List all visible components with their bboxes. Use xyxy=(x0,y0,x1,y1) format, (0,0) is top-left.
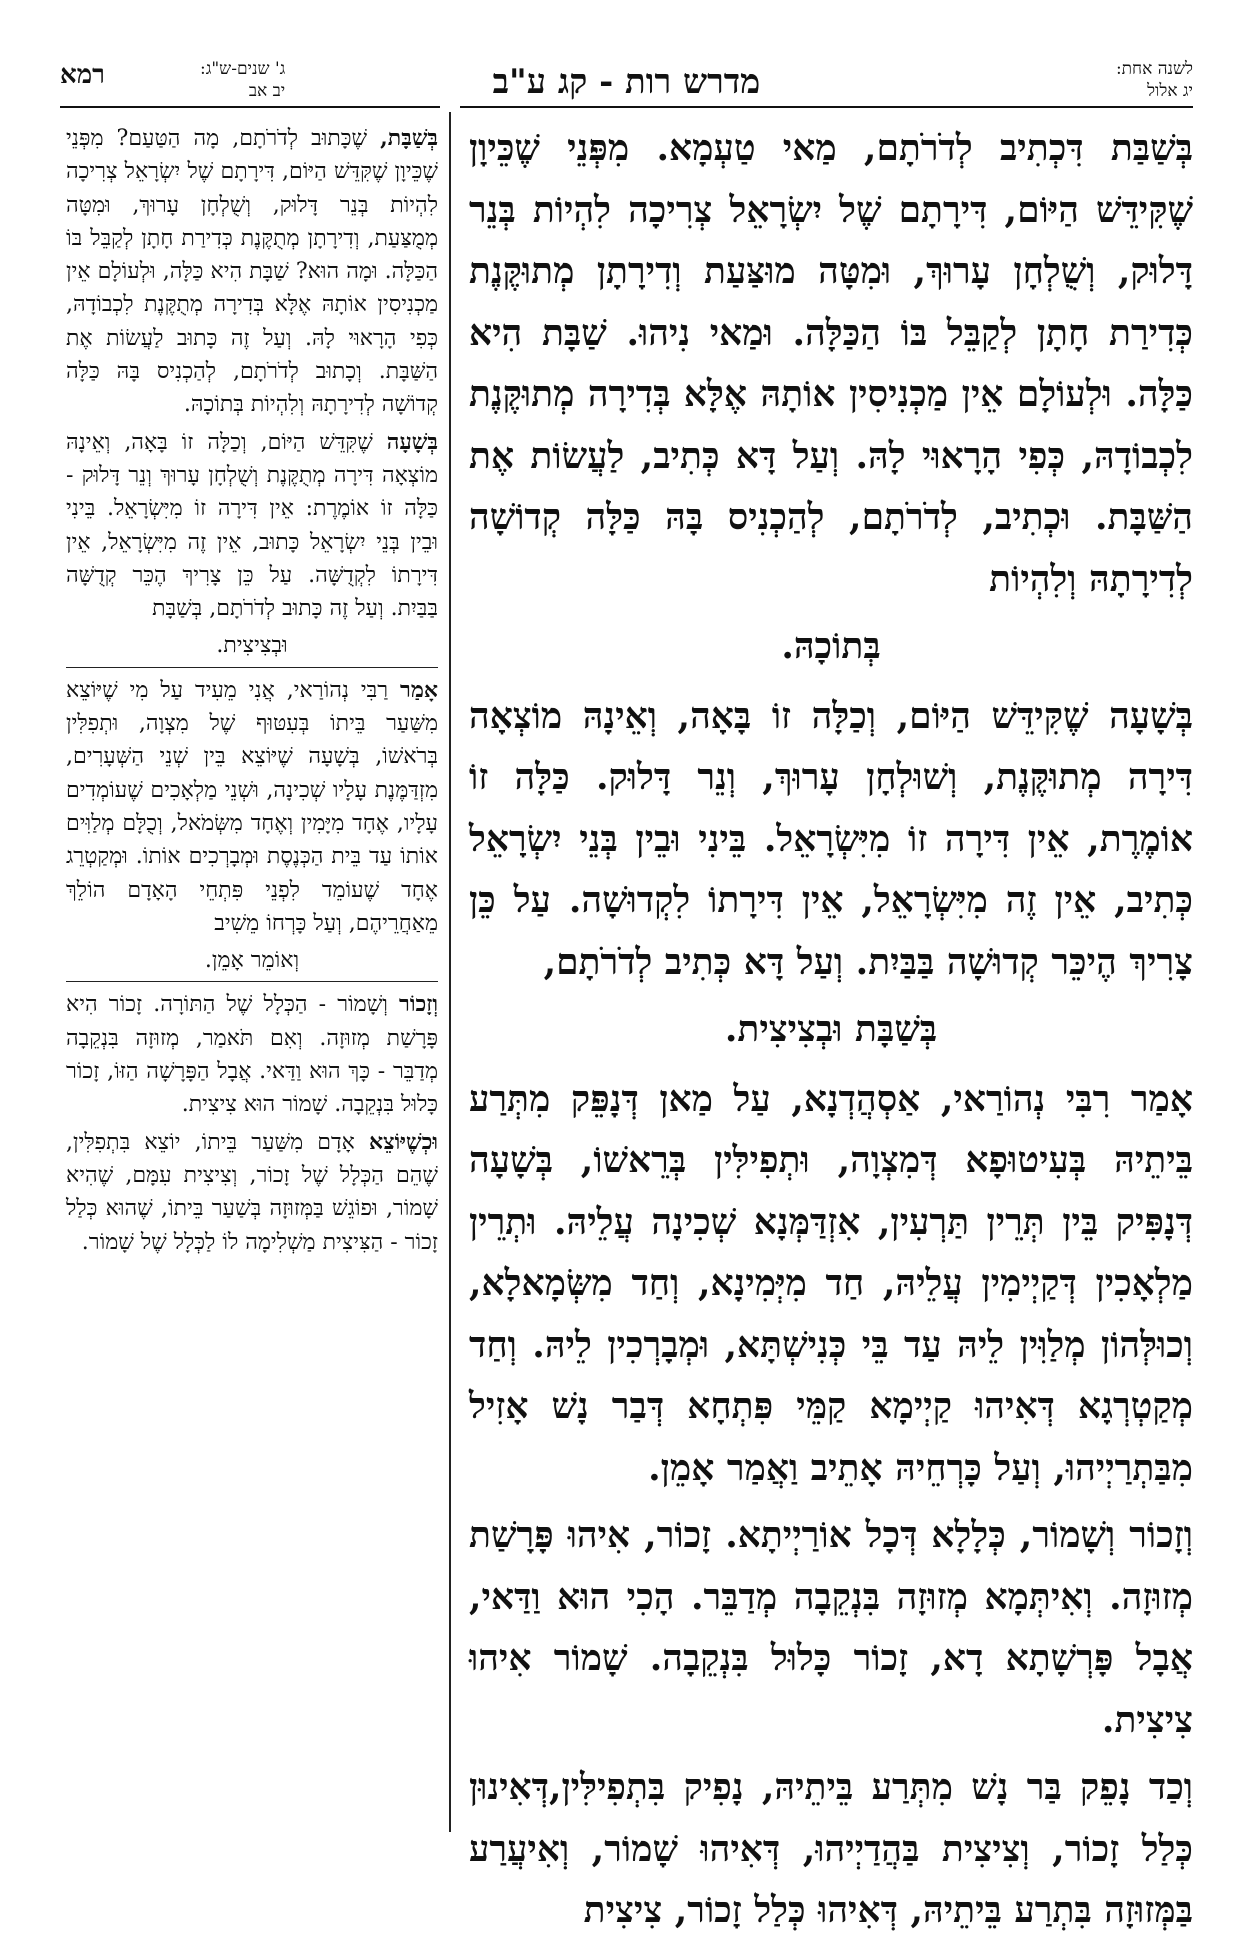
schedule-three-years-label: ג' שנים-ש"ג: xyxy=(200,59,286,79)
page-header xyxy=(60,58,1193,120)
paragraph-text: וְשָׁמוֹר - הַכְּלָל שֶׁל הַתּוֹרָה. זָכוֹר הִיא פָּרָשַׁת מְזוּזָה. וְאִם תֹּאמַר, מְזוּזָה בִּנְקֵבָה מְדַבֵּר - כָּךְ הוּא וַדַּאי. אֲבָל הַפָּרָשָׁה הַזּוֹ, זָכוֹר כָּלוּל בִּנְקֵבָה. שָׁמוֹר הוּא צִיצִית. xyxy=(66,992,438,1118)
main-paragraph xyxy=(469,1505,1193,1751)
paragraph-end-line: בְּשַׁבָּת וּבְצִיצִית. xyxy=(724,1008,938,1050)
paragraph-text: שֶׁכָּתוּב לְדֹרֹתָם, מָה הַטַּעַם? מִפְּנֵי שֶׁכֵּיוָן שֶׁקִּדֵּשׁ הַיּוֹם, דִּירָתָם שֶׁל יִשְׂרָאֵל צְרִיכָה לִהְיוֹת בְּנֵר דָּלוּק, וְשֻׁלְחָן עָרוּךְ, וּמִטָּה מְמֻצַּעַת, וְדִירָתָן מְתֻקֶּנֶת כְּדִירַת חָתָן לְקַבֵּל בּוֹ הַכַּלָּה. וּמָה הוּא? שַׁבָּת הִיא כַּלָּה, וּלְעוֹלָם אֵין מַכְנִיסִין אוֹתָהּ אֶלָּא בְּדִירָה מְתֻקֶּנֶת לִכְבוֹדָהּ, כְּפִי הָרָאוּי לָהּ. וְעַל זֶה כָּתוּב לַעֲשׂוֹת אֶת הַשַּׁבָּת. וְכָתוּב לְדֹרֹתָם, לְהַכְנִיס בָּהּ כַּלָּה קְדוֹשָׁה לְדִירָתָהּ וְלִהְיוֹת בְּתוֹכָהּ. xyxy=(66,126,438,418)
main-text-column xyxy=(469,118,1193,1948)
paragraph-end-line: בְּתוֹכָהּ. xyxy=(781,625,881,667)
paragraph-lead-word: בְּשָׁעָה xyxy=(1109,694,1193,737)
paragraph-text: אָדָם מִשַּׁעַר בֵּיתוֹ, יוֹצֵא בִּתְפִלִּין, שֶׁהֵם הַכְּלָל שֶׁל זָכוֹר, וְצִיצִית עִמָּם, שֶׁהִיא שָׁמוֹר, וּפוֹגֵשׁ בַּמְּזוּזָה בְּשַׁעַר בֵּיתוֹ, שֶׁהוּא כְּלַל זָכוֹר - הַצִּיצִית מַשְׁלִימָה לוֹ לַכְּלָל שֶׁל שָׁמוֹר. xyxy=(66,1129,438,1255)
paragraph-text: וְשָׁמוֹר, כְּלָלָא דְּכָל אוֹרַיְיתָא. זָכוֹר, אִיהוּ פָּרָשַׁת מְזוּזָה. וְאִיתְּמָא מְזוּזָה בִּנְקֵבָה מְדַבֵּר. הָכִי הוּא וַדַּאי, אֲבָל פָּרְשָׁתָא דָא, זָכוֹר כָּלוּל בִּנְקֵבָה. שָׁמוֹר אִיהוּ צִיצִית. xyxy=(469,1514,1193,1741)
translation-column xyxy=(66,122,438,1263)
header-rule-main xyxy=(460,106,1193,108)
side-paragraph xyxy=(66,674,438,940)
schedule-three-years xyxy=(200,58,285,102)
side-paragraph xyxy=(66,1126,438,1259)
schedule-one-year-date: יג אלול xyxy=(1147,81,1193,101)
page-title: מדרש רות - קג ע"ב xyxy=(492,62,761,102)
schedule-one-year-label: לשנה אחת: xyxy=(1115,59,1193,79)
paragraph-lead-word: וְזָכוֹר xyxy=(1129,1514,1193,1556)
paragraph-end-line: וּבְצִיצִית. xyxy=(216,633,288,659)
main-paragraph xyxy=(469,1069,1193,1500)
paragraph-text: שֶׁקִּדֵּשׁ הַיּוֹם, וְכַלָּה זוֹ בָּאָה, וְאֵינָהּ מוֹצְאָה דִּירָה מְתֻקֶּנֶת וְשֻׁלְחָן עָרוּךְ וְנֵר דָּלוּק - כַּלָּה זוֹ אוֹמֶרֶת: אֵין דִּירָה זוֹ מִיִּשְׂרָאֵל. בֵּינִי וּבֵין בְּנֵי יִשְׂרָאֵל כָּתוּב, אֵין זֶה מִיִּשְׂרָאֵל, אֵין דִּירָתוֹ לִקְדֻשָּׁה. עַל כֵּן צָרִיךְ הֶכֵּר קְדֻשָּׁה בַּבַּיִת. וְעַל זֶה כָּתוּב לְדֹרֹתָם, בְּשַׁבָּת xyxy=(66,429,438,622)
paragraph-lead-word: וְזָכוֹר xyxy=(399,991,438,1018)
paragraph-divider xyxy=(66,667,438,668)
paragraph-end-line: וְאוֹמֵר אָמֵן. xyxy=(204,948,300,974)
main-paragraph xyxy=(469,1757,1193,1942)
main-paragraph xyxy=(469,118,1193,610)
side-paragraph xyxy=(66,122,438,422)
header-rule-side xyxy=(60,106,440,108)
schedule-three-years-date: יב אב xyxy=(248,81,286,101)
column-divider xyxy=(449,112,451,1832)
paragraph-divider xyxy=(66,981,438,982)
main-paragraph xyxy=(469,686,1193,994)
side-paragraph xyxy=(66,988,438,1121)
paragraph-lead-word: וּכְשֶׁיּוֹצֵא xyxy=(368,1128,438,1155)
paragraph-text: נָפֵק בַּר נָשׁ מִתְּרַע בֵּיתֵיהּ, נָפִיק בִּתְפִילִּין,דְּאִינוּן כְּלַל זָכוֹר, וְצִיצִית בַּהֲדַיְיהוּ, דְּאִיהוּ שָׁמוֹר, וְאִיעֲרַע בַּמְּזוּזָה בִּתְרַע בֵּיתֵיהּ, דְּאִיהוּ כְּלַל זָכוֹר, צִיצִית xyxy=(469,1766,1193,1931)
paragraph-lead-word: אָמַר xyxy=(1130,1077,1193,1120)
paragraph-text: רִבִּי נְהוֹרַאי, אַסְהֲדְנָא, עַל מַאן דְּנָפֵּק מִתְּרַע בֵּיתֵיהּ בְּעִיטוּפָא דְּמִצְוָה, וּתְפִילִּין בְּרֵאשׁוֹ, בְּשָׁעָה דְּנָפִּיק בֵּין תְּרֵין תַּרְעִין, אִזְדַּמְּנָא שְׁכִינָה עֲלֵיהּ. וּתְרֵין מַלְאָכִין דְּקַיְימִין עֲלֵיהּ, חַד מִיְּמִינָא, וְחַד מִשְּׂמָאלָא, וְכוּלְּהוֹן מְלַוִּין לֵיהּ עַד בֵּי כְּנִישְׁתָּא, וּמְבָרְכִין לֵיהּ. וְחַד מְקַטְרְגָא דְּאִיהוּ קַיְימָא קַמֵּי פִּתְחָא דְּבַר נָשׁ אָזִיל מִבַּתְרַיְיהוּ, וְעַל כָּרְחֵיהּ אָתֵיב וַאֲמַר אָמֵן. xyxy=(469,1077,1193,1489)
paragraph-text: רַבִּי נְהוֹרַאי, אֲנִי מֵעִיד עַל מִי שֶׁיּוֹצֵא מִשַּׁעַר בֵּיתוֹ בְּעִטּוּף שֶׁל מִצְוָה, וּתְפִלִּין בְּרֹאשׁוֹ, בְּשָׁעָה שֶׁיּוֹצֵא בֵּין שְׁנֵי הַשְּׁעָרִים, מִזְדַּמֶּנֶת עָלָיו שְׁכִינָה, וּשְׁנֵי מַלְאָכִים שֶׁעוֹמְדִים עָלָיו, אֶחָד מִיָּמִין וְאֶחָד מִשְּׂמֹאל, וְכֻלָּם מְלַוִּים אוֹתוֹ עַד בֵּית הַכְּנֶסֶת וּמְבָרְכִים אוֹתוֹ. וּמְקַטְרֵג אֶחָד שֶׁעוֹמֵד לִפְנֵי פִּתְחֵי הָאָדָם הוֹלֵךְ מֵאַחֲרֵיהֶם, וְעַל כָּרְחוֹ מֵשִׁיב xyxy=(66,677,438,936)
side-paragraph xyxy=(66,426,438,626)
paragraph-lead-word: בְּשָׁעָה xyxy=(386,428,438,455)
paragraph-lead-word: אָמַר xyxy=(400,676,438,703)
paragraph-lead-word: וְכַד xyxy=(1148,1766,1193,1808)
paragraph-text: שֶׁקִּידֵּשׁ הַיּוֹם, וְכַלָּה זוֹ בָּאָה, וְאֵינָהּ מוֹצְאָה דִּירָה מְתוּקֶּנֶת, וְשׁוּלְחָן עָרוּךְ, וְנֵר דָּלוּק. כַּלָּה זוֹ אוֹמֶרֶת, אֵין דִּירָה זוֹ מִיִּשְׂרָאֵל. בֵּינִי וּבֵין בְּנֵי יִשְׂרָאֵל כְּתִיב, אֵין זֶה מִיִּשְׂרָאֵל, אֵין דִּירָתוֹ לִקְדוּשָׁה. עַל כֵּן צָרִיךְ הֶיכֵּר קְדוּשָׁה בַּבַּיִת. וְעַל דָּא כְּתִיב לְדֹרֹתָם, xyxy=(469,694,1193,983)
page-number: רמא xyxy=(60,60,105,90)
paragraph-text: דִּכְתִיב לְדֹרֹתָם, מַאי טַעְמָא. מִפְּנֵי שֶׁכֵּיוָן שֶׁקִּידֵּשׁ הַיּוֹם, דִּירָתָם שֶׁל יִשְׂרָאֵל צְרִיכָה לִהְיוֹת בְּנֵר דָּלוּק, וְשֻׁלְחָן עָרוּךְ, וּמִטָּה מוּצַּעַת וְדִירָתָן מְתוּקֶּנֶת כְּדִירַת חָתָן לְקַבֵּל בּוֹ הַכַּלָּה. וּמַאי נִיהוּ. שַׁבָּת הִיא כַּלָּה. וּלְעוֹלָם אֵין מַכְנִיסִין אוֹתָהּ אֶלָּא בְּדִירָה מְתוּקֶּנֶת לִכְבוֹדָהּ, כְּפִי הָרָאוּי לָהּ. וְעַל דָּא כְּתִיב, לַעֲשׂוֹת אֶת הַשַּׁבָּת. וּכְתִיב, לְדֹרֹתָם, לְהַכְנִיס בָּהּ כַּלָּה קְדוֹשָׁה לְדִירָתָהּ וְלִהְיוֹת xyxy=(469,127,1194,600)
paragraph-lead-word: בְּשַׁבָּת, xyxy=(380,125,438,151)
paragraph-lead-word: בְּשַׁבַּת xyxy=(1110,127,1193,169)
